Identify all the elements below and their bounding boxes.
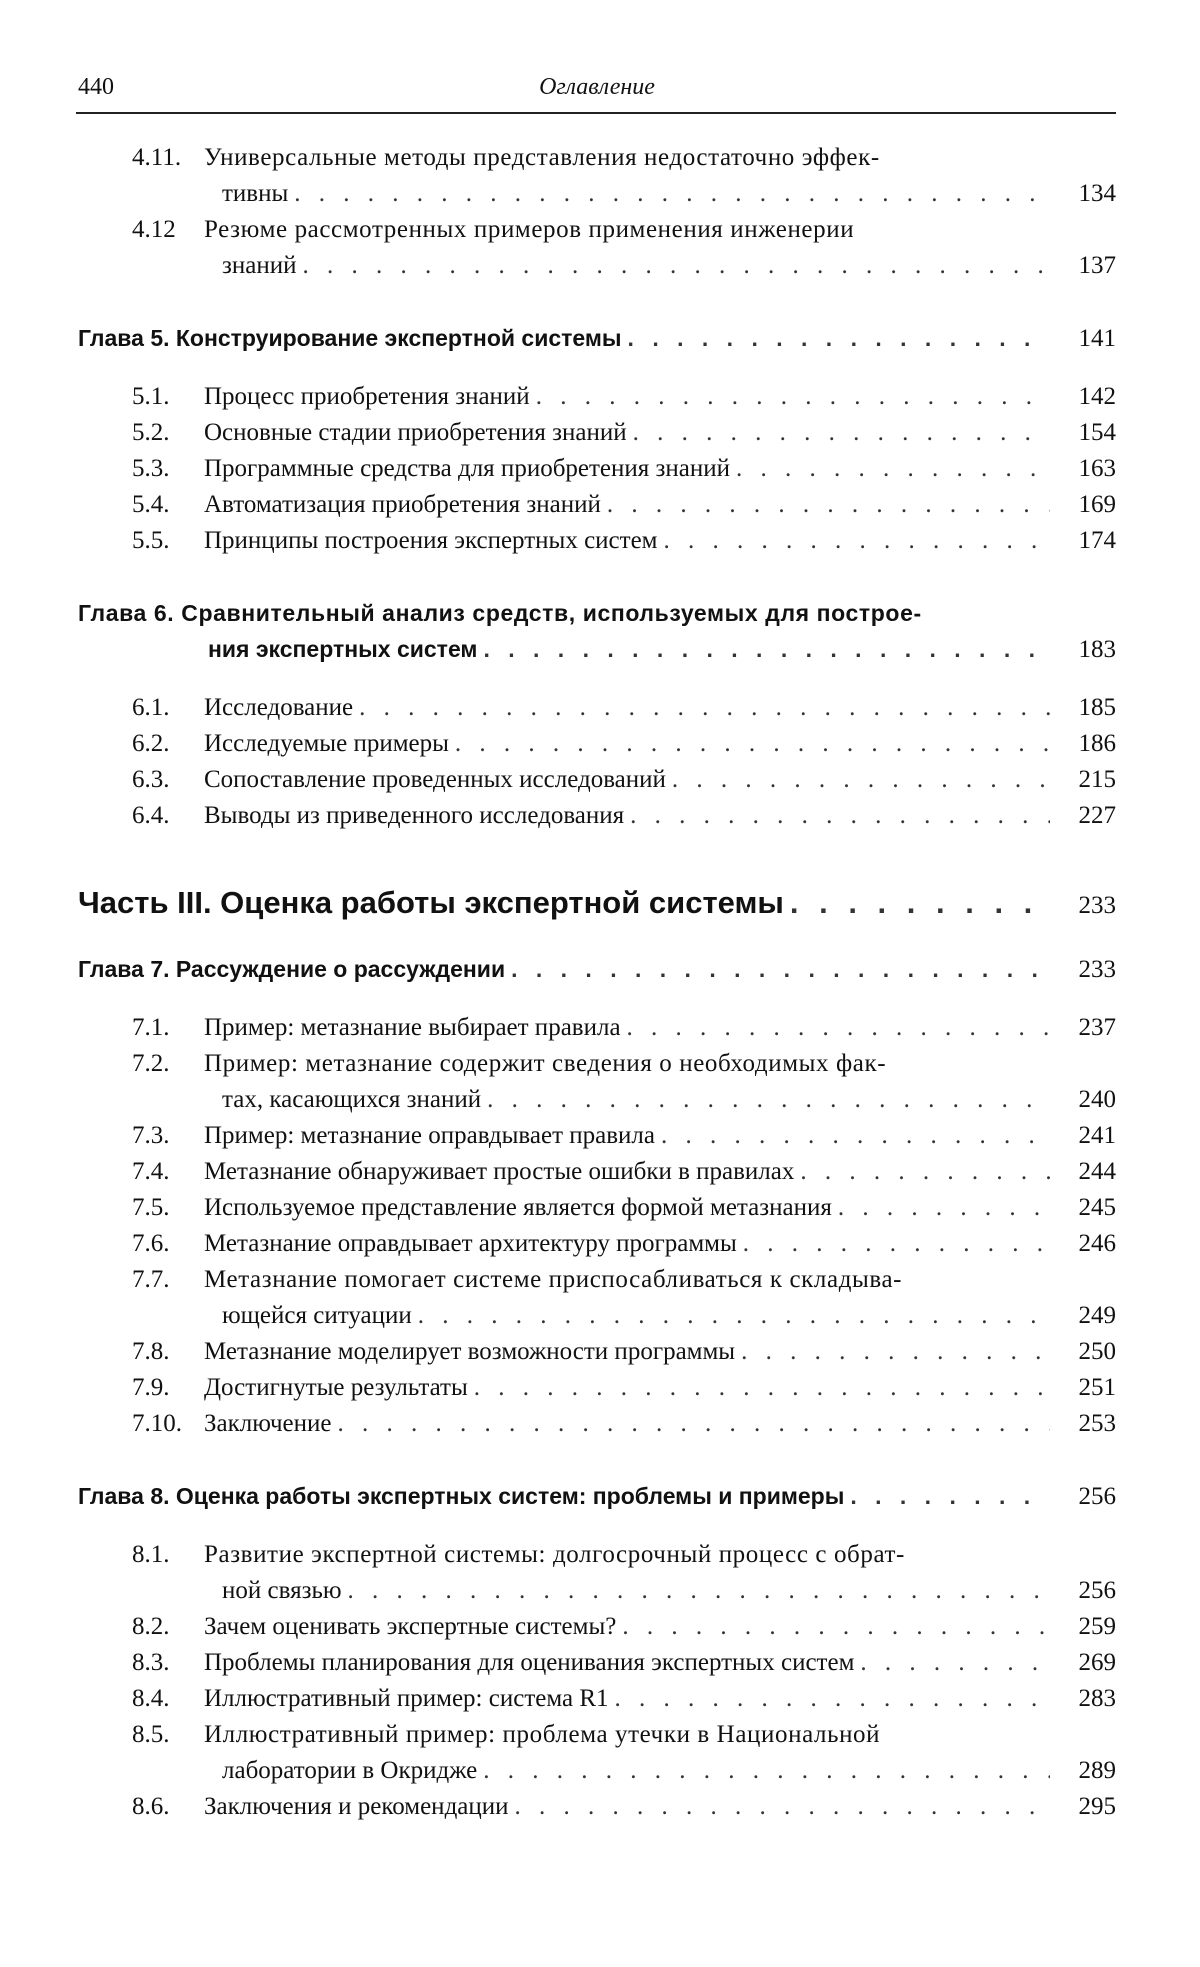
page-ref: 237 [1078, 1014, 1116, 1041]
section-title-line: Достигнутые результаты [204, 1374, 468, 1401]
toc-section-entry [132, 1609, 1116, 1645]
toc-section-entry [132, 1046, 1116, 1118]
section-title-line: Развитие экспертной системы: долгосрочный процесс с обрат- [204, 1541, 905, 1568]
dot-leader [800, 1154, 1050, 1190]
section-title-line: Пример: метазнание содержит сведения о необходимых фак- [204, 1050, 887, 1077]
page-ref: 233 [1078, 892, 1116, 919]
page-ref: 183 [1078, 636, 1116, 663]
page-ref: 253 [1078, 1410, 1116, 1437]
page-ref: 256 [1078, 1483, 1116, 1510]
dot-leader [474, 1370, 1050, 1406]
section-title-line: Используемое представление является формой метазнания [204, 1194, 832, 1221]
page-ref: 249 [1078, 1302, 1116, 1329]
section-number: 4.12 [132, 216, 176, 243]
page-ref: 269 [1078, 1649, 1116, 1676]
page-ref: 251 [1078, 1374, 1116, 1401]
page-ref: 137 [1078, 252, 1116, 279]
section-number: 6.2. [132, 730, 170, 757]
toc-section-entry [132, 1118, 1116, 1154]
dot-leader [338, 1406, 1051, 1442]
page-ref: 250 [1078, 1338, 1116, 1365]
running-title: Оглавление [539, 74, 655, 100]
section-title-line: Иллюстративный пример: проблема утечки в Национальной [204, 1721, 881, 1748]
dot-leader [515, 1789, 1050, 1825]
chapter-title-line: Глава 6. Сравнительный анализ средств, используемых для построе- [78, 600, 922, 626]
page-ref: 141 [1078, 325, 1116, 352]
section-title-line: Проблемы планирования для оценивания экспертных систем [204, 1649, 855, 1676]
toc-section-entry [132, 1537, 1116, 1609]
section-title-line: Иллюстративный пример: система R1 [204, 1685, 609, 1712]
page-ref: 256 [1078, 1577, 1116, 1604]
page-ref: 215 [1078, 766, 1116, 793]
toc-section-entry [132, 690, 1116, 726]
section-number: 7.10. [132, 1410, 182, 1437]
section-number: 5.4. [132, 491, 170, 518]
section-title-line: Заключения и рекомендации [204, 1793, 509, 1820]
toc-section-entry [132, 1789, 1116, 1825]
dot-leader [536, 379, 1050, 415]
toc-section-entry [132, 415, 1116, 451]
dot-leader [664, 523, 1051, 559]
toc-chapter-entry [78, 320, 1116, 357]
toc-section-entry [132, 1717, 1116, 1789]
dot-leader [672, 762, 1050, 798]
page-ref: 154 [1078, 419, 1116, 446]
toc-section-entry [132, 1262, 1116, 1334]
page-ref: 245 [1078, 1194, 1116, 1221]
section-title-line: Заключение [204, 1410, 332, 1437]
section-number: 4.11. [132, 144, 182, 171]
page-ref: 289 [1078, 1757, 1116, 1784]
page-ref: 233 [1078, 956, 1116, 983]
page-ref: 186 [1078, 730, 1116, 757]
page-ref: 174 [1078, 527, 1116, 554]
section-number: 8.3. [132, 1649, 170, 1676]
dot-leader [741, 1334, 1050, 1370]
section-title-line: Метазнание оправдывает архитектуру программы [204, 1230, 737, 1257]
page-ref: 169 [1078, 491, 1116, 518]
page-ref: 295 [1078, 1793, 1116, 1820]
dot-leader [487, 1082, 1050, 1118]
toc-section-entry [132, 1190, 1116, 1226]
section-number: 7.6. [132, 1230, 170, 1257]
dot-leader [418, 1298, 1050, 1334]
section-number: 8.5. [132, 1721, 170, 1748]
chapter-title-line: Глава 8. Оценка работы экспертных систем: проблемы и примеры [78, 1483, 845, 1509]
page-ref: 134 [1078, 180, 1116, 207]
section-number: 8.1. [132, 1541, 170, 1568]
dot-leader [348, 1573, 1050, 1609]
section-number: 8.2. [132, 1613, 170, 1640]
page-ref: 142 [1078, 383, 1116, 410]
section-number: 5.1. [132, 383, 170, 410]
page-number: 440 [78, 74, 114, 100]
chapter-title-line: Глава 7. Рассуждение о рассуждении [78, 956, 506, 982]
page-ref: 283 [1078, 1685, 1116, 1712]
dot-leader [860, 1645, 1050, 1681]
section-number: 6.3. [132, 766, 170, 793]
toc-section-entry [132, 762, 1116, 798]
part-title-line: Часть III. Оценка работы экспертной системы [78, 885, 784, 920]
section-title-line: Сопоставление проведенных исследований [204, 766, 666, 793]
chapter-title-line: Глава 5. Конструирование экспертной системы [78, 325, 622, 351]
dot-leader [736, 451, 1050, 487]
toc-section-entry [132, 212, 1116, 284]
section-number: 7.5. [132, 1194, 170, 1221]
dot-leader [630, 798, 1050, 834]
page-ref: 244 [1078, 1158, 1116, 1185]
dot-leader [627, 1010, 1050, 1046]
section-title-line: Исследуемые примеры [204, 730, 449, 757]
page-ref: 163 [1078, 455, 1116, 482]
section-title-line: Пример: метазнание выбирает правила [204, 1014, 621, 1041]
toc-section-entry [132, 798, 1116, 834]
section-number: 7.3. [132, 1122, 170, 1149]
dot-leader [359, 690, 1050, 726]
toc-chapter-entry [78, 1478, 1116, 1515]
dot-leader [455, 726, 1050, 762]
section-number: 5.2. [132, 419, 170, 446]
section-title-line: Метазнание моделирует возможности программы [204, 1338, 736, 1365]
section-number: 6.4. [132, 802, 170, 829]
section-title-line: Исследование [204, 694, 354, 721]
dot-leader [633, 415, 1050, 451]
section-number: 7.2. [132, 1050, 170, 1077]
toc-section-entry [132, 1681, 1116, 1717]
section-title-line: ной связью [222, 1577, 342, 1604]
dot-leader [615, 1681, 1050, 1717]
section-title-line: Пример: метазнание оправдывает правила [204, 1122, 655, 1149]
section-title-line: Метазнание обнаруживает простые ошибки в правилах [204, 1158, 795, 1185]
toc-chapter-entry [78, 595, 1116, 668]
page-ref: 259 [1078, 1613, 1116, 1640]
section-title-line: знаний [222, 252, 297, 279]
dot-leader [303, 248, 1051, 284]
section-title-line: ющейся ситуации [222, 1302, 412, 1329]
section-number: 8.6. [132, 1793, 170, 1820]
chapter-title-line: ния экспертных систем [208, 636, 478, 662]
page-header [78, 74, 1116, 110]
page-ref: 227 [1078, 802, 1116, 829]
toc-section-entry [132, 1370, 1116, 1406]
section-number: 7.8. [132, 1338, 170, 1365]
toc-section-entry [132, 1334, 1116, 1370]
dot-leader [483, 631, 1050, 667]
table-of-contents [78, 140, 1116, 1825]
section-title-line: Основные стадии приобретения знаний [204, 419, 627, 446]
section-title-line: Резюме рассмотренных примеров применения инженерии [204, 216, 855, 243]
section-title-line: Программные средства для приобретения знаний [204, 455, 731, 482]
page-ref: 185 [1078, 694, 1116, 721]
toc-section-entry [132, 523, 1116, 559]
toc-section-entry [132, 726, 1116, 762]
section-number: 7.9. [132, 1374, 170, 1401]
toc-chapter-entry [78, 951, 1116, 988]
toc-section-entry [132, 1226, 1116, 1262]
section-title-line: Выводы из приведенного исследования [204, 802, 625, 829]
page-ref: 246 [1078, 1230, 1116, 1257]
toc-section-entry [132, 487, 1116, 523]
section-title-line: Зачем оценивать экспертные системы? [204, 1613, 617, 1640]
dot-leader [838, 1190, 1050, 1226]
dot-leader [628, 320, 1050, 356]
dot-leader [483, 1753, 1050, 1789]
toc-section-entry [132, 1406, 1116, 1442]
toc-part-entry [78, 880, 1116, 929]
dot-leader [607, 487, 1050, 523]
section-title-line: Автоматизация приобретения знаний [204, 491, 601, 518]
section-title-line: Универсальные методы представления недостаточно эффек- [204, 144, 880, 171]
section-title-line: Метазнание помогает системе приспосабливаться к складыва- [204, 1266, 903, 1293]
dot-leader [661, 1118, 1050, 1154]
section-number: 7.4. [132, 1158, 170, 1185]
toc-section-entry [132, 451, 1116, 487]
dot-leader [511, 951, 1050, 987]
section-title-line: Принципы построения экспертных систем [204, 527, 658, 554]
section-title-line: тах, касающихся знаний [222, 1086, 482, 1113]
header-rule [76, 112, 1116, 114]
section-number: 7.1. [132, 1014, 170, 1041]
toc-section-entry [132, 1645, 1116, 1681]
section-number: 7.7. [132, 1266, 170, 1293]
toc-section-entry [132, 1154, 1116, 1190]
section-number: 5.5. [132, 527, 170, 554]
section-number: 6.1. [132, 694, 170, 721]
page-ref: 240 [1078, 1086, 1116, 1113]
dot-leader [790, 880, 1050, 926]
section-number: 5.3. [132, 455, 170, 482]
toc-section-entry [132, 379, 1116, 415]
toc-section-entry [132, 140, 1116, 212]
section-title-line: Процесс приобретения знаний [204, 383, 530, 410]
dot-leader [622, 1609, 1050, 1645]
section-title-line: лаборатории в Окридже [222, 1757, 478, 1784]
dot-leader [743, 1226, 1050, 1262]
section-number: 8.4. [132, 1685, 170, 1712]
section-title-line: тивны [222, 180, 289, 207]
toc-section-entry [132, 1010, 1116, 1046]
page-ref: 241 [1078, 1122, 1116, 1149]
dot-leader [850, 1478, 1050, 1514]
dot-leader [294, 176, 1050, 212]
